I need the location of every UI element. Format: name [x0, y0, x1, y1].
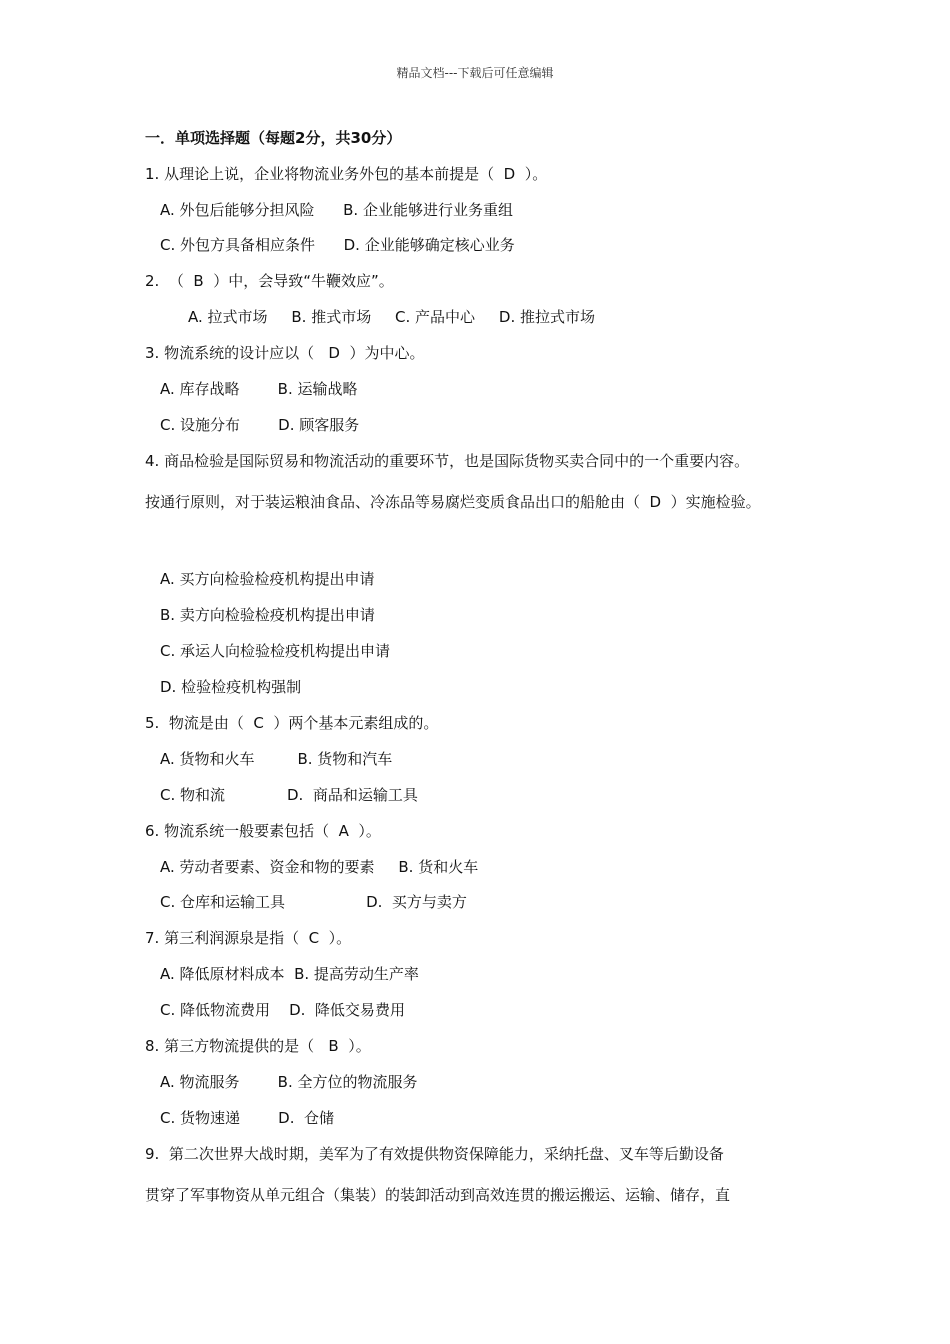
section-title: 一．单项选择题（每题2分，共30分）: [145, 129, 402, 147]
page-header: 精品文档---下载后可任意编辑: [396, 66, 554, 80]
option-line: A. 货物和火车 B. 货物和汽车: [160, 750, 393, 768]
option-line: C. 物和流 D. 商品和运输工具: [160, 786, 418, 804]
option-line: B. 卖方向检验检疫机构提出申请: [160, 606, 375, 624]
question-6: 6. 物流系统一般要素包括（ A ）。: [145, 822, 381, 840]
option-line: C. 设施分布 D. 顾客服务: [160, 416, 360, 434]
option-line: A. 买方向检验检疫机构提出申请: [160, 570, 375, 588]
question-7: 7. 第三利润源泉是指（ C ）。: [145, 929, 352, 947]
option-line: A. 库存战略 B. 运输战略: [160, 380, 358, 398]
question-9: 9. 第二次世界大战时期，美军为了有效提供物资保障能力，采纳托盘、叉车等后勤设备: [145, 1145, 724, 1163]
option-line: C. 承运人向检验检疫机构提出申请: [160, 642, 391, 660]
option-line: C. 货物速递 D. 仓储: [160, 1109, 335, 1127]
question-4: 4. 商品检验是国际贸易和物流活动的重要环节，也是国际货物买卖合同中的一个重要内容。: [145, 452, 750, 470]
option-line: A. 劳动者要素、资金和物的要素 B. 货和火车: [160, 858, 479, 876]
question-4-cont: 按通行原则，对于装运粮油食品、冷冻品等易腐烂变质食品出口的船舱由（ D ）实施检验。: [145, 493, 761, 511]
option-line: C. 仓库和运输工具 D. 买方与卖方: [160, 893, 467, 911]
question-5: 5. 物流是由（ C ）两个基本元素组成的。: [145, 714, 439, 732]
question-2: 2. （ B ）中，会导致“牛鞭效应”。: [145, 272, 394, 290]
question-8: 8. 第三方物流提供的是（ B ）。: [145, 1037, 371, 1055]
option-line: A. 拉式市场 B. 推式市场 C. 产品中心 D. 推拉式市场: [188, 308, 595, 326]
option-line: A. 外包后能够分担风险 B. 企业能够进行业务重组: [160, 201, 513, 219]
option-line: D. 检验检疫机构强制: [160, 678, 302, 696]
option-line: C. 降低物流费用 D. 降低交易费用: [160, 1001, 405, 1019]
option-line: A. 物流服务 B. 全方位的物流服务: [160, 1073, 418, 1091]
option-line: A. 降低原材料成本 B. 提高劳动生产率: [160, 965, 419, 983]
question-9-cont: 贯穿了军事物资从单元组合（集装）的装卸活动到高效连贯的搬运搬运、运输、储存，直: [145, 1186, 731, 1204]
question-1: 1. 从理论上说，企业将物流业务外包的基本前提是（ D ）。: [145, 165, 548, 183]
question-3: 3. 物流系统的设计应以（ D ）为中心。: [145, 344, 425, 362]
option-line: C. 外包方具备相应条件 D. 企业能够确定核心业务: [160, 236, 515, 254]
